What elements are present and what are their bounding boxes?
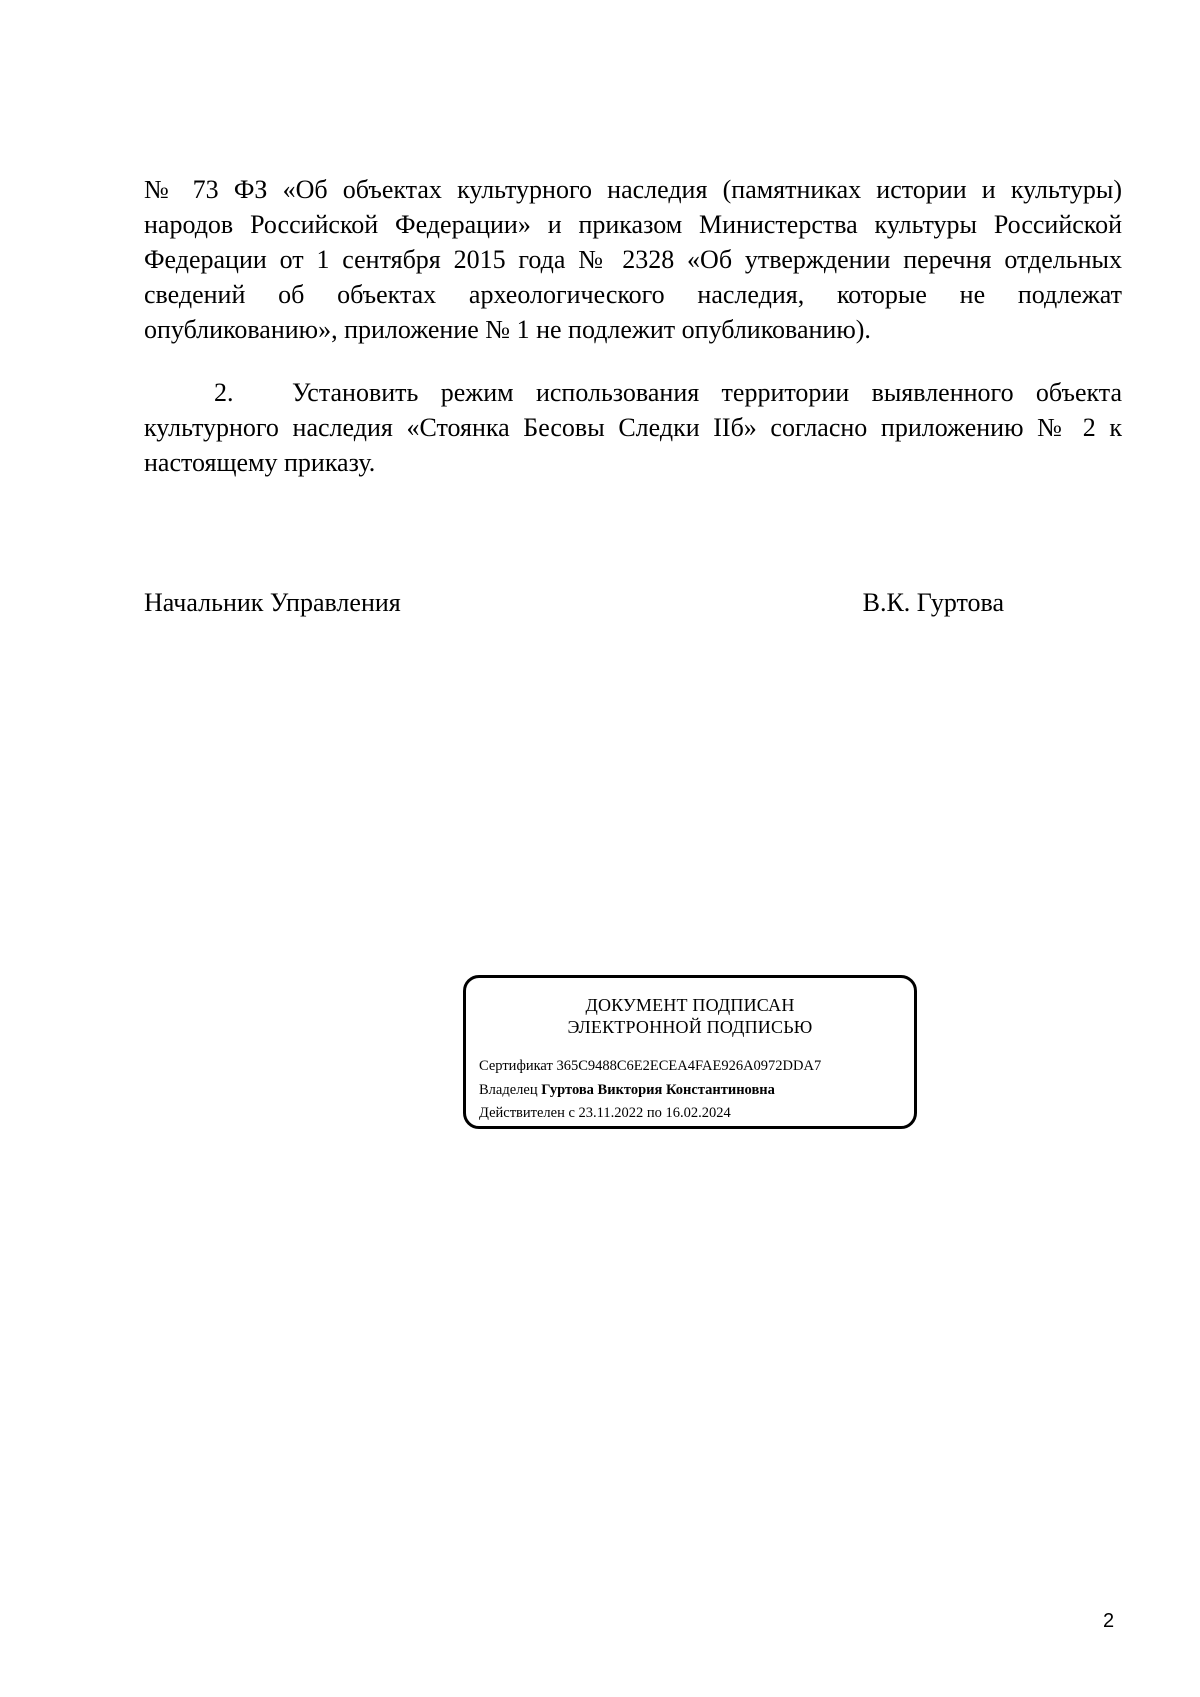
- stamp-heading-line-2: ЭЛЕКТРОННОЙ ПОДПИСЬЮ: [567, 1017, 813, 1037]
- valid-from-date: 23.11.2022: [578, 1105, 644, 1121]
- owner-value: Гуртова Виктория Константиновна: [541, 1082, 775, 1098]
- signatory-name: В.К. Гуртова: [862, 588, 1004, 617]
- page-number: 2: [1103, 1610, 1115, 1632]
- valid-to-date: 16.02.2024: [665, 1105, 731, 1121]
- electronic-signature-stamp: [463, 975, 917, 1129]
- paragraph-number: 2.: [214, 378, 234, 407]
- signatory-title: Начальник Управления: [144, 588, 401, 617]
- body-paragraph-2: [144, 375, 1122, 480]
- stamp-certificate-line: [479, 1057, 821, 1075]
- valid-label: Действителен: [479, 1105, 565, 1121]
- stamp-heading-line-1: ДОКУМЕНТ ПОДПИСАН: [585, 995, 795, 1015]
- paragraph-2-text: Установить режим использования территории выявленного объекта культурного наследия «Стоянка Бесовы Следки IIб» согласно приложению № 2 к настоящему приказу.: [144, 378, 1122, 477]
- certificate-label: Сертификат: [479, 1058, 553, 1074]
- certificate-value: 365C9488C6E2ECEA4FAE926A0972DDA7: [556, 1058, 822, 1074]
- valid-from-label: с: [568, 1105, 575, 1121]
- valid-to-label: по: [646, 1105, 662, 1121]
- owner-label: Владелец: [479, 1082, 538, 1098]
- stamp-owner-line: [479, 1081, 775, 1099]
- stamp-validity-line: [479, 1104, 731, 1122]
- body-paragraph-1: № 73 ФЗ «Об объектах культурного наследия (памятниках истории и культуры) народов Российской Федерации» и приказом Министерства культуры Российской Федерации от 1 сентября 2015 года № 2328 «Об утверждении перечня отдельных сведений об объектах археологического наследия, которые не подлежат опубликованию», приложение № 1 не подлежит опубликованию).: [144, 175, 1122, 344]
